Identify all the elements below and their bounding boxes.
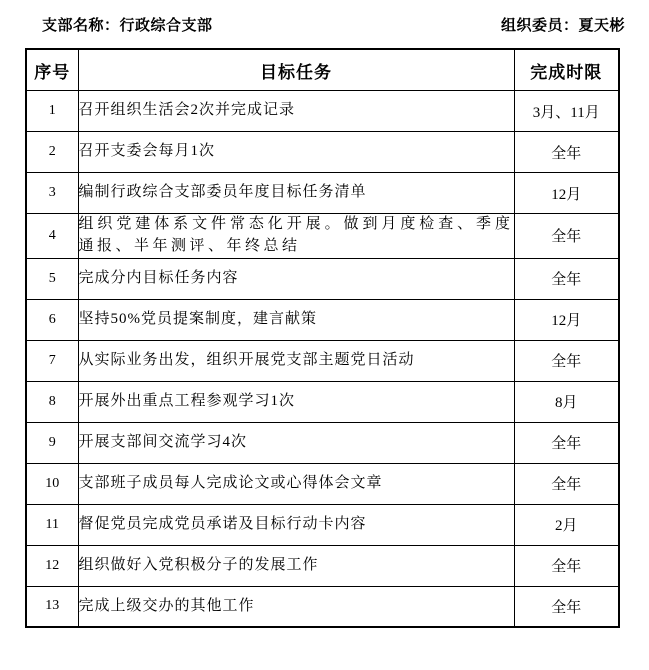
row-task-cell: 组织党建体系文件常态化开展。做到月度检查、季度通报、半年测评、年终总结 (78, 214, 514, 259)
row-deadline-cell: 全年 (514, 463, 619, 504)
row-no-cell: 2 (26, 132, 78, 173)
row-task-cell: 督促党员完成党员承诺及目标行动卡内容 (78, 504, 514, 545)
row-task-cell: 完成分内目标任务内容 (78, 258, 514, 299)
document-header (0, 0, 649, 35)
row-task-cell: 支部班子成员每人完成论文或心得体会文章 (78, 463, 514, 504)
row-no-cell: 3 (26, 173, 78, 214)
row-deadline-cell: 全年 (514, 132, 619, 173)
table-header-row (26, 49, 619, 91)
row-no-cell: 12 (26, 545, 78, 586)
row-no-cell: 7 (26, 340, 78, 381)
row-deadline-cell: 全年 (514, 340, 619, 381)
table-row (26, 173, 619, 214)
row-no-cell: 6 (26, 299, 78, 340)
row-deadline-cell: 12月 (514, 299, 619, 340)
table-row (26, 299, 619, 340)
target-task-table (25, 48, 620, 628)
row-task-cell: 坚持50%党员提案制度，建言献策 (78, 299, 514, 340)
row-task-cell: 开展外出重点工程参观学习1次 (78, 381, 514, 422)
row-task-cell: 召开组织生活会2次并完成记录 (78, 91, 514, 132)
row-deadline-cell: 全年 (514, 586, 619, 627)
table-row (26, 422, 619, 463)
row-no-cell: 8 (26, 381, 78, 422)
row-deadline-cell: 12月 (514, 173, 619, 214)
row-deadline-cell: 全年 (514, 214, 619, 259)
row-task-cell: 从实际业务出发，组织开展党支部主题党日活动 (78, 340, 514, 381)
row-deadline-cell: 全年 (514, 545, 619, 586)
row-no-cell: 10 (26, 463, 78, 504)
row-task-cell: 召开支委会每月1次 (78, 132, 514, 173)
col-header-task: 目标任务 (78, 49, 514, 91)
table-row (26, 132, 619, 173)
table-row (26, 340, 619, 381)
row-no-cell: 13 (26, 586, 78, 627)
row-task-cell: 开展支部间交流学习4次 (78, 422, 514, 463)
row-task-cell: 完成上级交办的其他工作 (78, 586, 514, 627)
table-row (26, 586, 619, 627)
table-row (26, 258, 619, 299)
branch-name-label: 支部名称：行政综合支部 (42, 18, 213, 34)
table-row (26, 545, 619, 586)
row-no-cell: 1 (26, 91, 78, 132)
row-deadline-cell: 2月 (514, 504, 619, 545)
row-deadline-cell: 全年 (514, 258, 619, 299)
row-no-cell: 11 (26, 504, 78, 545)
row-no-cell: 9 (26, 422, 78, 463)
row-no-cell: 5 (26, 258, 78, 299)
row-task-cell: 编制行政综合支部委员年度目标任务清单 (78, 173, 514, 214)
table-row (26, 463, 619, 504)
row-deadline-cell: 8月 (514, 381, 619, 422)
col-header-seq: 序号 (26, 49, 78, 91)
table-row (26, 91, 619, 132)
table-row (26, 504, 619, 545)
col-header-deadline: 完成时限 (514, 49, 619, 91)
committee-member-label: 组织委员：夏天彬 (500, 18, 625, 34)
row-deadline-cell: 全年 (514, 422, 619, 463)
table-row (26, 214, 619, 259)
table-row (26, 381, 619, 422)
row-task-cell: 组织做好入党积极分子的发展工作 (78, 545, 514, 586)
row-no-cell: 4 (26, 214, 78, 259)
row-deadline-cell: 3月、11月 (514, 91, 619, 132)
